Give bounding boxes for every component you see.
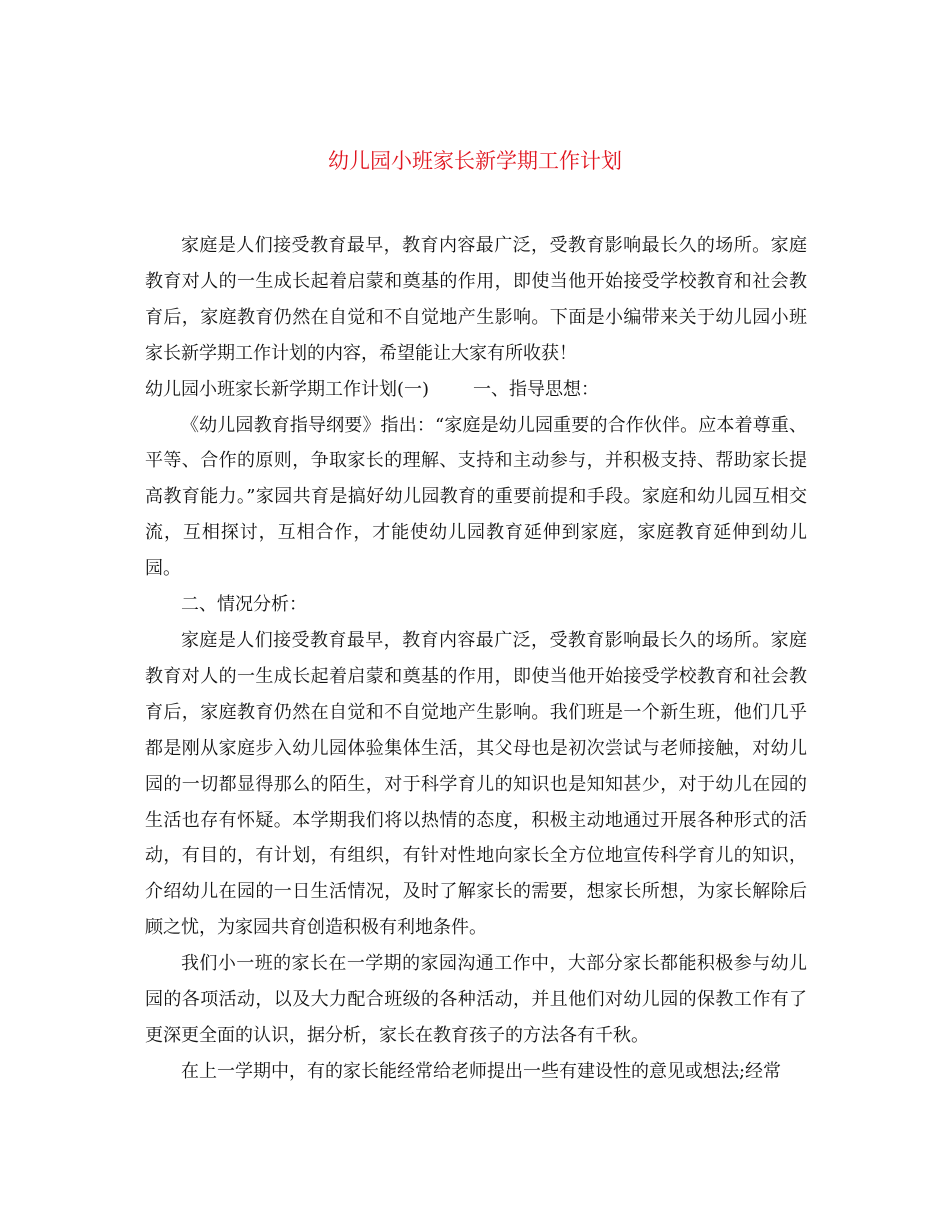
heading-guiding-thought: 一、指导思想： (473, 378, 600, 400)
guiding-thought-paragraph: 《幼儿园教育指导纲要》指出：“家庭是幼儿园重要的合作伙伴。应本着尊重、平等、合作的原则，争取家长的理解、支持和主动参与，并积极支持、帮助家长提高教育能力。”家园共育是搞好幼儿园教育的重要前提和手段。家庭和幼儿园互相交流，互相探讨，互相合作，才能使幼儿园教育延伸到家庭，家庭教育延伸到幼儿园。 (145, 414, 807, 580)
situation-paragraph: 家庭是人们接受教育最早，教育内容最广泛，受教育影响最长久的场所。家庭教育对人的一生成长起着启蒙和奠基的作用，即使当他开始接受学校教育和社会教育后，家庭教育仍然在自觉和不自觉地产生影响。我们班是一个新生班，他们几乎都是刚从家庭步入幼儿园体验集体生活，其父母也是初次尝试与老师接触，对幼儿园的一切都显得那么的陌生，对于科学育儿的知识也是知知甚少，对于幼儿在园的生活也存有怀疑。本学期我们将以热情的态度，积极主动地通过开展各种形式的活动，有目的，有计划，有组织，有针对性地向家长全方位地宣传科学育儿的知识，介绍幼儿在园的一日生活情况，及时了解家长的需要，想家长所想，为家长解除后顾之忧，为家园共育创造积极有利地条件。 (145, 629, 807, 939)
section-heading-line (145, 372, 807, 408)
section-title: 幼儿园小班家长新学期工作计划(一) (145, 378, 430, 400)
document-body (145, 228, 807, 1090)
document-title: 幼儿园小班家长新学期工作计划 (328, 149, 622, 173)
heading-situation-analysis: 二、情况分析： (181, 594, 307, 616)
last-semester-paragraph: 在上一学期中，有的家长能经常给老师提出一些有建设性的意见或想法;经常 (181, 1060, 782, 1082)
class-parents-paragraph: 我们小一班的家长在一学期的家园沟通工作中，大部分家长都能积极参与幼儿园的各项活动，以及大力配合班级的各种活动，并且他们对幼儿园的保教工作有了更深更全面的认识，据分析，家长在教育孩子的方法各有千秋。 (145, 953, 807, 1046)
intro-paragraph: 家庭是人们接受教育最早，教育内容最广泛，受教育影响最长久的场所。家庭教育对人的一生成长起着启蒙和奠基的作用，即使当他开始接受学校教育和社会教育后，家庭教育仍然在自觉和不自觉地产生影响。下面是小编带来关于幼儿园小班家长新学期工作计划的内容，希望能让大家有所收获！ (145, 235, 807, 364)
